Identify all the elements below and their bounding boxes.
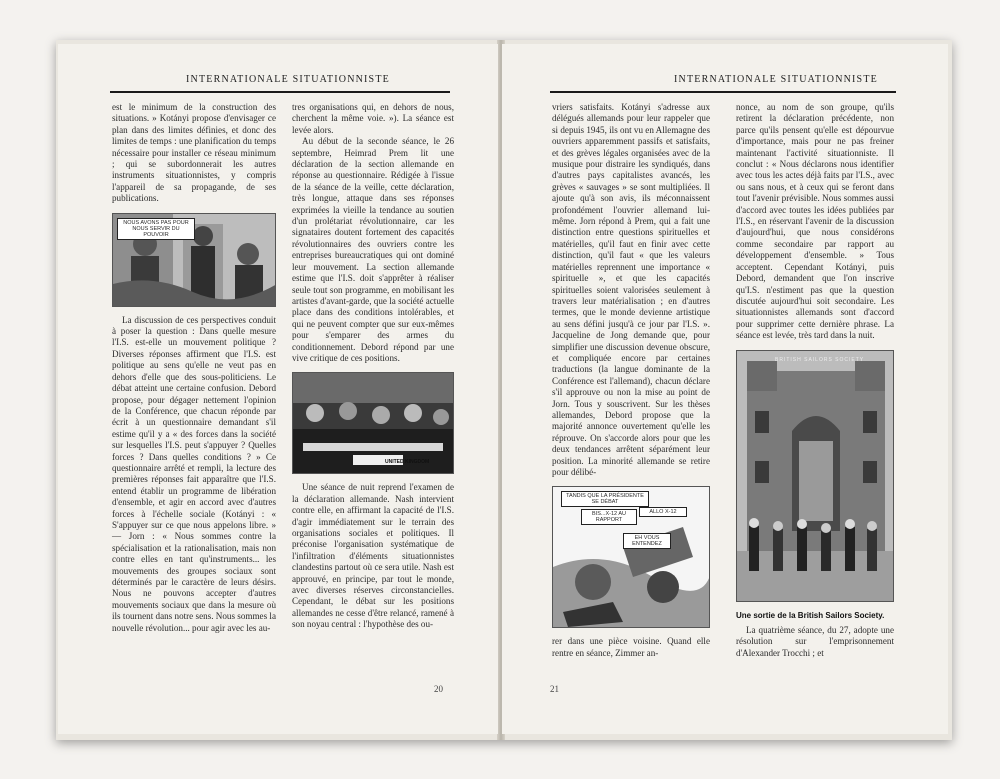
building-sign-text: BRITISH SAILORS SOCIETY (775, 356, 865, 363)
speech-bubble: TANDIS QUE LA PRÉSIDENTE SE DÉBAT (561, 491, 649, 507)
photo-caption: Une sortie de la British Sailors Society. (736, 610, 885, 620)
paragraph: tres organisations qui, en dehors de nous, cherchent la même voie. »). La séance est levée alors. (292, 102, 454, 135)
book-spread (56, 40, 952, 740)
page-number-left: 20 (434, 684, 443, 694)
header-rule-right (550, 91, 896, 93)
paragraph: Au début de la seconde séance, le 26 septembre, Heimrad Prem lit une déclaration de la section allemande en réponse au questionnaire. Rédigée à l'issue de la séance de la veille, cette déclaration, très longue, attaque dans ses réponses exprimées la vieille la tendance au soutien d'un prolétariat révolutionnaire, car les signataires doutent fortement des capacités révolutionnaires des ouvriers contre les entreprises bureaucratiques qui ont dominé leur mouvement. La section allemande estime que l'I.S. doit s'apprêter à réaliser seule tout son programme, en mobilisant les artistes d'avant-garde, que la société actuelle place dans des conditions intolérables, et qui ne peuvent compter que sur eux-mêmes pour s'emparer des armes du conditionnement. Debord répond par une vive critique de ces positions. (292, 136, 454, 363)
building-photo (736, 350, 894, 602)
paragraph: est le minimum de la construction des situations. » Kotányi propose d'envisager ce plan dans des limites définies, et donc des limites de temps : une planification du temps nécessaire pour installer ce réseau minimum ; qui se subordonnerait les autres instruments situationnistes, y compris l'appareil de sa propagande, de ses publications. (112, 102, 276, 204)
right-page-column-2 (736, 102, 894, 659)
building-photo-image (737, 351, 894, 601)
paragraph: rer dans une pièce voisine. Quand elle rentre en séance, Zimmer an- (552, 636, 710, 658)
comic-illustration (112, 213, 276, 307)
right-page (502, 44, 948, 734)
comic-panel (552, 486, 710, 628)
paragraph: Une séance de nuit reprend l'examen de la déclaration allemande. Nash intervient contre elle, en affirmant la capacité de l'I.S. d'agir immédiatement sur le terrain des organisations sociales et politiques. Il préconise l'organisation systématique de l'infiltration d'éléments situationnistes clandestins partout où ce sera utile. Nash est approuvé, en principe, par tout le monde, avec diverses réserves circonstancielles. Cependant, le débat sur les positions allemandes ne cesse d'être relancé, ramené à son noyau central : l'hypothèse des ou- (292, 482, 454, 630)
paragraph: La quatrième séance, du 27, adopte une résolution sur l'emprisonnement d'Alexander Trocchi ; et (736, 624, 894, 658)
page-number-right: 21 (550, 684, 559, 694)
speech-bubble: EH VOUS ENTENDEZ (623, 533, 671, 549)
paragraph: nonce, au nom de son groupe, qu'ils retirent la déclaration précédente, non parce qu'ils pensent qu'elle est dépourvue d'importance, mais pour ne pas freiner maintenant l'activité situationniste. Il conclut : « Nous déclarons nous identifier avec tous les actes déjà faits par l'I.S., avec ou sans nous, et à ceux qui se feront dans tout l'avenir prévisible. Nous sommes aussi d'accord avec toutes les idées publiées par l'I.S., en réservant l'avenir de la discussion d'aujourd'hui, que nous considérons comme secondaire par rapport au développement d'ensemble. » Tous acceptent. Cependant Kotányi, puis Debord, demandent que l'on inscrive qu'I.S. n'estiment pas que la question discutée aujourd'hui soit secondaire. Les situationnistes allemands sont d'accord pour supprimer cette dernière phrase. La séance est levée, très tard dans la nuit. (736, 102, 894, 341)
left-page (58, 44, 498, 734)
running-header-right: INTERNATIONALE SITUATIONNISTE (674, 74, 878, 85)
running-header-left: INTERNATIONALE SITUATIONNISTE (186, 74, 390, 85)
conference-photo (292, 372, 454, 474)
photo-image (293, 373, 454, 473)
left-page-column-1 (112, 102, 276, 634)
speech-bubble: NOUS AVONS PAS POUR NOUS SERVIR DU POUVOIR (117, 218, 195, 240)
left-page-column-2 (292, 102, 454, 631)
speech-bubble: BIS...X-12 AU RAPPORT (581, 509, 637, 525)
paragraph: vriers satisfaits. Kotányi s'adresse aux délégués allemands pour leur rappeler que si depuis 1945, ils ont vu en Allemagne des ouvriers apparemment passifs et satisfaits, et des grèves légales organisées avec de la musique pour distraire les syndiqués, dans d'autres pays capitalistes avancés, les grèves « sauvages » se sont multipliées. Il ajoute qu'à son avis, ils méconnaissent profondément l'ouvrier allemand lui-même. Jorn répond à Prem, qui a fait une distinction entre questions spirituelles et matérielles, qu'il faut en finir avec cette distinction, qu'il faut « que les valeurs matérielles reprennent une importance « spirituelle », et que les capacités spirituelles soient valorisées seulement à travers leur matérialisation ; en d'autres termes, que le monde devienne artistique au sens défini jusqu'à ce jour par l'I.S. ». Jacqueline de Jong demande que, pour simplifier une discussion devenue obscure, et compliquée encore par certaines traductions (la langue dominante de la Conférence est l'allemand), chacun déclare s'il approuve ou non la mise au point de Jorn. Tous y souscrivent. Sur les thèses allemandes, Debord propose que la majorité annonce ouvertement qu'elle les réprouve. On s'accorde alors pour que les deux tendances arrêtent séparément leur position. La minorité allemande se retire pour délibé- (552, 102, 710, 477)
right-page-column-1 (552, 102, 710, 659)
paragraph: La discussion de ces perspectives conduit à poser la question : Dans quelle mesure l'I.S. est-elle un mouvement politique ? Diverses réponses affirment que l'I.S. est politique au sens qu'elle ne veut pas en dehors d'elle que des sous-politiciens. Le débat atteint une certaine confusion. Debord propose, pour dégager nettement l'opinion de la Conférence, que chacun réponde par écrit à un questionnaire demandant s'il estime qu'il y a « des forces dans la société sur lesquelles l'I.S. peut s'appuyer ? Quelles forces ? Dans quelles conditions ? » Ce questionnaire arrêté et rempli, la lecture des premières réponses fait apparaître que l'I.S. entend établir un programme de libération d'ensemble, et agir en accord avec d'autres forces à l'échelle sociale (Kotányi : « S'appuyer sur ce que nous appelons libre. » — Jorn : « Nous sommes contre la spécialisation et la rationalisation, mais non contre elles en tant qu'instruments... les mouvements des groupes sociaux sont déterminés par le caractère de leurs désirs. Nous ne pouvons accepter d'autres mouvements sociaux que dans la mesure où ils tournent dans notre sens. Nous sommes la nouvelle révolution... pour agir avec les au- (112, 314, 276, 633)
photo-sign-text: UNITED KINGDOM (385, 459, 430, 466)
speech-bubble: ALLO X-12 (639, 507, 687, 517)
header-rule-left (110, 91, 450, 93)
